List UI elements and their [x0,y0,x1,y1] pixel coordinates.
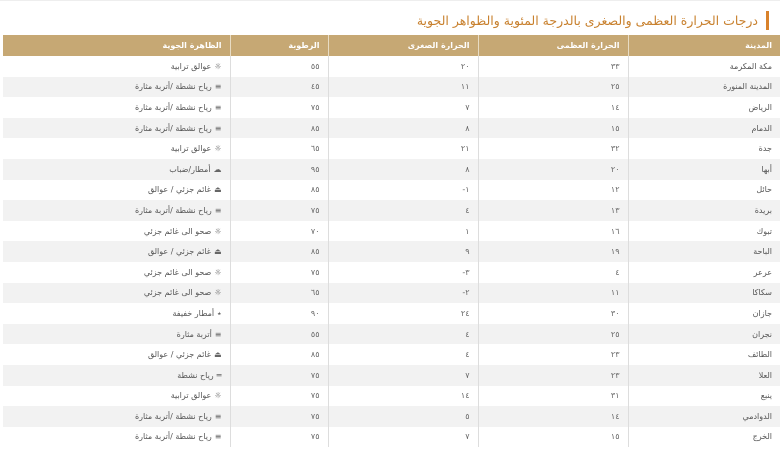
weather-label: عوالق ترابية [170,61,212,71]
cell-weather [3,283,230,304]
cell-weather [3,262,230,283]
weather-label: رياح نشطة /أتربة مثارة [134,123,212,133]
cell-humidity: ٩٥ [230,159,328,180]
cell-weather [3,221,230,242]
sun-cloud-icon: ☼ [214,288,222,298]
weather-label: أتربة مثارة [176,329,212,339]
weather-label: عوالق ترابية [170,144,212,154]
cell-city: تبوك [628,221,780,242]
weather-label: صحو الى غائم جزئي [143,226,212,236]
cell-min-temp: ١ [328,221,478,242]
wind-icon: ≡ [214,411,222,421]
cell-max-temp: ١٩ [478,241,628,262]
cell-min-temp: ٢٠ [328,56,478,77]
cell-max-temp: ٢٥ [478,77,628,98]
cell-weather [3,365,230,386]
cell-weather [3,118,230,139]
cell-weather [3,180,230,201]
table-row [3,303,780,324]
cell-max-temp: ١٤ [478,406,628,427]
cell-city: العلا [628,365,780,386]
cell-city: الباحة [628,241,780,262]
cell-city: الخرج [628,427,780,448]
cell-min-temp: ٧ [328,365,478,386]
cell-weather [3,56,230,77]
cell-min-temp: ٤ [328,324,478,345]
cell-weather [3,406,230,427]
weather-label: رياح نشطة /أتربة مثارة [134,102,212,112]
table-row [3,221,780,242]
cell-weather [3,303,230,324]
cell-max-temp: ٢٥ [478,324,628,345]
table-row [3,344,780,365]
weather-label: صحو الى غائم جزئي [143,267,212,277]
cell-max-temp: ٣٣ [478,56,628,77]
active-wind-icon: ═ [216,370,222,380]
table-row [3,180,780,201]
cell-min-temp: ٨ [328,118,478,139]
table-row [3,97,780,118]
cell-city: أبها [628,159,780,180]
cell-city: عرعر [628,262,780,283]
cell-city: الرياض [628,97,780,118]
cell-city: المدينة المنورة [628,77,780,98]
table-row [3,138,780,159]
table-row [3,159,780,180]
cell-city: الدمام [628,118,780,139]
wind-icon: ≡ [214,205,222,215]
wind-icon: ≡ [214,82,222,92]
cell-weather [3,344,230,365]
sun-cloud-icon: ☼ [214,226,222,236]
cell-max-temp: ٣٠ [478,303,628,324]
cell-humidity: ٥٥ [230,324,328,345]
cell-weather [3,77,230,98]
cell-humidity: ٧٥ [230,427,328,448]
table-row [3,77,780,98]
cell-max-temp: ٢٣ [478,344,628,365]
cell-city: جدة [628,138,780,159]
cell-weather [3,159,230,180]
weather-table [3,35,780,447]
cell-weather [3,241,230,262]
table-row [3,406,780,427]
cell-city: سكاكا [628,283,780,304]
cell-humidity: ٧٠ [230,221,328,242]
cell-weather [3,97,230,118]
cell-max-temp: ٣٢ [478,138,628,159]
cell-min-temp: ٢١ [328,138,478,159]
table-row [3,386,780,407]
cell-city: مكة المكرمة [628,56,780,77]
cell-max-temp: ٣١ [478,386,628,407]
rain-fog-icon: ☁ [213,164,222,174]
cell-min-temp: ٧ [328,427,478,448]
cell-min-temp: ٣- [328,262,478,283]
cell-city: ينبع [628,386,780,407]
cell-max-temp: ٤ [478,262,628,283]
weather-label: غائم جزئي / عوالق [147,350,211,360]
cell-min-temp: ٤ [328,344,478,365]
weather-label: رياح نشطة /أتربة مثارة [134,205,212,215]
header-humidity: الرطوبة [230,35,328,56]
header-max-temp: الحرارة العظمى [478,35,628,56]
cell-max-temp: ٢٣ [478,365,628,386]
partly-cloudy-icon: ⏏ [213,185,222,195]
dust-icon: ☼ [214,61,222,71]
wind-icon: ≡ [214,432,222,442]
cell-max-temp: ١٦ [478,221,628,242]
cell-min-temp: ٩ [328,241,478,262]
cell-city: نجران [628,324,780,345]
weather-label: رياح نشطة [177,370,214,380]
cell-weather [3,324,230,345]
page-title: درجات الحرارة العظمى والصغرى بالدرجة المئوية والظواهر الجوية [416,13,758,28]
table-row [3,241,780,262]
table-row [3,283,780,304]
cell-max-temp: ١٢ [478,180,628,201]
cell-weather [3,200,230,221]
cell-city: جازان [628,303,780,324]
dust-icon: ☼ [214,391,222,401]
cell-max-temp: ١١ [478,283,628,304]
cell-humidity: ٧٥ [230,262,328,283]
header-city: المدينة [628,35,780,56]
wind-icon: ≡ [214,123,222,133]
cell-max-temp: ١٥ [478,427,628,448]
cell-humidity: ٧٥ [230,365,328,386]
weather-label: رياح نشطة /أتربة مثارة [134,82,212,92]
cell-min-temp: ٢٤ [328,303,478,324]
title-accent-bar [766,11,769,30]
cell-min-temp: ١١ [328,77,478,98]
table-row [3,262,780,283]
cell-max-temp: ٢٠ [478,159,628,180]
cell-city: الطائف [628,344,780,365]
cell-max-temp: ١٣ [478,200,628,221]
table-header-row [3,35,780,56]
cell-min-temp: ٧ [328,97,478,118]
light-rain-icon: ٭ [217,308,222,318]
cell-humidity: ٤٥ [230,77,328,98]
cell-humidity: ٨٥ [230,241,328,262]
dust-icon: ☼ [214,144,222,154]
cell-city: حائل [628,180,780,201]
cell-humidity: ٧٥ [230,97,328,118]
weather-label: غائم جزئي / عوالق [147,185,211,195]
cell-humidity: ٨٥ [230,118,328,139]
sun-cloud-icon: ☼ [214,267,222,277]
cell-min-temp: ٨ [328,159,478,180]
cell-humidity: ٩٠ [230,303,328,324]
table-row [3,56,780,77]
cell-city: بريدة [628,200,780,221]
table-row [3,427,780,448]
cell-weather [3,427,230,448]
page-header [0,0,780,35]
header-weather: الظاهرة الجوية [3,35,230,56]
weather-label: عوالق ترابية [170,391,212,401]
cell-humidity: ٦٥ [230,138,328,159]
weather-label: رياح نشطة /أتربة مثارة [134,411,212,421]
cell-humidity: ٥٥ [230,56,328,77]
cell-weather [3,386,230,407]
wind-icon: ≡ [214,102,222,112]
weather-label: غائم جزئي / عوالق [147,247,211,257]
weather-label: صحو الى غائم جزئي [143,288,212,298]
header-min-temp: الحرارة الصغرى [328,35,478,56]
cell-humidity: ٨٥ [230,344,328,365]
cell-max-temp: ١٥ [478,118,628,139]
dust-wind-icon: ≡ [214,329,222,339]
weather-label: أمطار/ضباب [169,164,211,174]
cell-humidity: ٦٥ [230,283,328,304]
cell-humidity: ٨٥ [230,180,328,201]
cell-city: الدوادمي [628,406,780,427]
table-row [3,200,780,221]
cell-min-temp: ١٤ [328,386,478,407]
partly-cloudy-icon: ⏏ [213,247,222,257]
cell-max-temp: ١٤ [478,97,628,118]
cell-min-temp: ١- [328,180,478,201]
weather-label: رياح نشطة /أتربة مثارة [134,432,212,442]
cell-weather [3,138,230,159]
cell-min-temp: ٥ [328,406,478,427]
cell-humidity: ٧٥ [230,200,328,221]
cell-min-temp: ٢- [328,283,478,304]
table-row [3,324,780,345]
partly-cloudy-icon: ⏏ [213,350,222,360]
weather-label: أمطار خفيفة [172,308,215,318]
table-row [3,118,780,139]
cell-humidity: ٧٥ [230,386,328,407]
cell-min-temp: ٤ [328,200,478,221]
table-row [3,365,780,386]
cell-humidity: ٧٥ [230,406,328,427]
